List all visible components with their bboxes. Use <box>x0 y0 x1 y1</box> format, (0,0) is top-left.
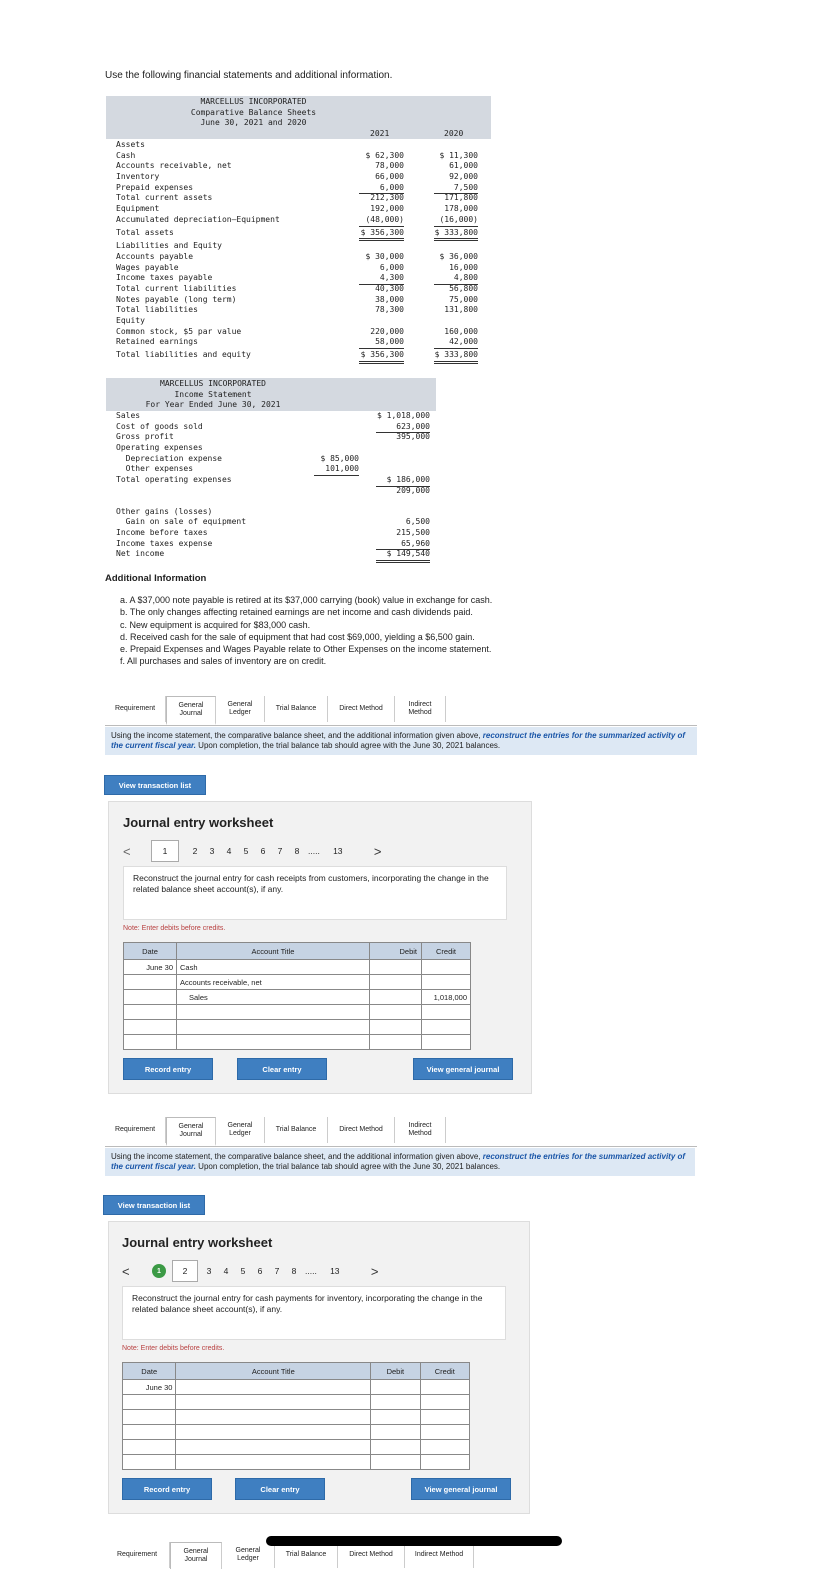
tab-general-ledger[interactable]: General Ledger <box>216 696 265 722</box>
credit-input[interactable] <box>422 1020 471 1035</box>
step-7[interactable]: 7 <box>277 846 283 856</box>
credit-input[interactable]: 1,018,000 <box>422 990 471 1005</box>
step-13[interactable]: 13 <box>330 1266 340 1276</box>
bs-value-2021: 6,000 <box>359 183 404 195</box>
step-3[interactable]: 3 <box>209 846 215 856</box>
account-title-input[interactable] <box>177 1005 370 1020</box>
journal-row <box>123 1380 470 1395</box>
is-row <box>106 475 436 486</box>
tab-indirect-method[interactable]: Indirect Method <box>395 1117 446 1143</box>
record-entry-button[interactable]: Record entry <box>122 1478 212 1500</box>
record-entry-button[interactable]: Record entry <box>123 1058 213 1080</box>
tab-direct-method[interactable]: Direct Method <box>328 696 395 722</box>
bs-title-dates: June 30, 2021 and 2020 <box>200 118 307 128</box>
is-total: $ 149,540 <box>376 549 430 563</box>
bs-row-label: Assets <box>116 140 145 149</box>
is-row-label: Other gains (losses) <box>116 506 213 516</box>
bs-value-2021: 78,300 <box>375 305 404 315</box>
balance-sheet <box>106 96 491 361</box>
account-title-input[interactable]: Cash <box>177 960 370 975</box>
is-row <box>106 464 436 475</box>
bs-value-2021: 40,300 <box>375 283 404 293</box>
debit-input[interactable] <box>371 1410 420 1425</box>
bs-row-label: Equity <box>116 316 145 325</box>
additional-info-list <box>120 594 492 668</box>
bs-row-label: Total current assets <box>116 193 213 203</box>
entry-date <box>123 1410 176 1425</box>
bs-title-company: MARCELLUS INCORPORATED <box>200 97 307 106</box>
instructions-2: Using the income statement, the comparative balance sheet, and the additional information given above, reconstruct the entries for the summarized activity of the current fiscal year. Upon completion, the trial balance tab should agree with the June 30, 2021 balances. <box>105 1148 695 1176</box>
entry-date <box>124 975 177 990</box>
credit-input[interactable] <box>420 1395 469 1410</box>
is-total: 623,000 <box>376 422 430 434</box>
account-title-input[interactable] <box>176 1425 371 1440</box>
prev-arrow-icon[interactable]: < <box>123 843 131 859</box>
tab-requirement[interactable]: Requirement <box>105 1542 170 1568</box>
is-row-label: Cost of goods sold <box>116 421 203 431</box>
account-title-input[interactable]: Accounts receivable, net <box>177 975 370 990</box>
bs-row <box>106 241 491 252</box>
worksheet-title: Journal entry worksheet <box>123 815 274 830</box>
is-total: 65,960 <box>376 539 430 551</box>
tab-direct-method[interactable]: Direct Method <box>328 1117 395 1143</box>
journal-row <box>123 1395 470 1410</box>
bs-value-2020: 7,500 <box>434 183 478 195</box>
question-2: Reconstruct the journal entry for cash payments for inventory, incorporating the change in the related balance sheet account(s), if any. <box>122 1286 506 1340</box>
is-title-company: MARCELLUS INCORPORATED <box>160 379 266 388</box>
journal-table-1 <box>123 942 471 1050</box>
step-4[interactable]: 4 <box>226 846 232 856</box>
tab-general-ledger[interactable]: General Ledger <box>222 1542 275 1568</box>
step-1[interactable]: 1 <box>151 840 179 862</box>
bs-value-2020: 56,800 <box>449 283 478 293</box>
bs-row-label: Accounts receivable, net <box>116 161 232 171</box>
debit-input[interactable] <box>370 975 422 990</box>
bs-row <box>106 327 491 338</box>
entry-date <box>123 1440 176 1455</box>
entry-date: June 30 <box>124 960 177 975</box>
debit-input[interactable] <box>371 1440 420 1455</box>
bs-row-label: Retained earnings <box>116 337 198 347</box>
journal-table-2 <box>122 1362 470 1470</box>
journal-row <box>123 1410 470 1425</box>
is-total: $ 186,000 <box>376 475 430 487</box>
bs-title-name: Comparative Balance Sheets <box>190 107 317 117</box>
redaction-bar <box>266 1536 562 1546</box>
bs-row-label: Notes payable (long term) <box>116 294 237 304</box>
info-item-e: e. Prepaid Expenses and Wages Payable relate to Other Expenses on the income statement. <box>120 644 492 655</box>
debit-input[interactable] <box>370 1020 422 1035</box>
bs-value-2021: $ 30,000 <box>365 251 404 261</box>
step-8[interactable]: 8 <box>291 1266 297 1276</box>
bs-row-label: Total liabilities <box>116 305 198 315</box>
col-credit: Credit <box>420 1363 469 1380</box>
is-row <box>106 486 436 497</box>
account-title-input[interactable] <box>177 1020 370 1035</box>
bs-row <box>106 193 491 204</box>
bs-value-2021: 6,000 <box>379 262 404 272</box>
is-row-label: Income taxes expense <box>116 538 213 548</box>
bs-row <box>106 161 491 172</box>
entry-date <box>123 1455 176 1470</box>
info-item-f: f. All purchases and sales of inventory are on credit. <box>120 656 327 667</box>
bs-row-label: Cash <box>116 150 136 160</box>
bs-value-2021: 78,000 <box>375 161 404 171</box>
is-total: 209,000 <box>396 485 430 495</box>
bs-row-label: Common stock, $5 par value <box>116 326 242 336</box>
bs-row <box>106 228 491 239</box>
tab-general-journal[interactable]: General Journal <box>166 1117 216 1146</box>
is-row <box>106 443 436 454</box>
bs-row-label: Wages payable <box>116 262 179 272</box>
bs-row-label: Accounts payable <box>116 251 194 261</box>
bs-value-2020: 42,000 <box>434 337 478 349</box>
bs-row <box>106 273 491 284</box>
info-item-d: d. Received cash for the sale of equipment that had cost $69,000, yielding a $6,500 gain. <box>120 631 475 642</box>
next-arrow-icon[interactable]: > <box>370 1263 379 1279</box>
bs-row <box>106 337 491 348</box>
tab-bar-1 <box>105 696 697 726</box>
step-2[interactable]: 2 <box>192 846 198 856</box>
bs-value-2021: (48,000) <box>359 215 404 227</box>
debit-input[interactable] <box>370 1035 422 1050</box>
is-total: 215,500 <box>396 527 430 537</box>
step-complete-check-icon[interactable]: 1 <box>152 1264 166 1278</box>
is-total: 395,000 <box>396 432 430 442</box>
bs-value-2020: 4,800 <box>434 273 478 285</box>
view-transaction-list-button[interactable]: View transaction list <box>103 1195 205 1215</box>
bs-value-2020: 131,800 <box>444 305 478 315</box>
is-row-label: Net income <box>116 549 165 559</box>
income-statement <box>106 378 436 560</box>
bs-value-2021: $ 62,300 <box>365 150 404 160</box>
col-account-title: Account Title <box>177 943 370 960</box>
bs-row-label: Total current liabilities <box>116 283 237 293</box>
is-row-label: Total operating expenses <box>116 475 232 485</box>
bs-value-2020: 61,000 <box>449 161 478 171</box>
tab-trial-balance[interactable]: Trial Balance <box>275 1542 338 1568</box>
debit-credit-note: Note: Enter debits before credits. <box>123 925 226 932</box>
bs-row-label: Liabilities and Equity <box>116 241 222 251</box>
is-row <box>106 528 436 539</box>
is-row <box>106 507 436 518</box>
info-item-a: a. A $37,000 note payable is retired at its $37,000 carrying (book) value in exchange for cash. <box>120 595 493 605</box>
bs-row-label: Accumulated depreciation—Equipment <box>116 214 280 224</box>
credit-input[interactable] <box>420 1425 469 1440</box>
debit-input[interactable] <box>370 990 422 1005</box>
journal-row <box>124 1035 471 1050</box>
journal-row <box>123 1425 470 1440</box>
instructions-1: Using the income statement, the comparative balance sheet, and the additional information given above, reconstruct the entries for the summarized activity of the current fiscal year. Upon completion, the trial balance tab should agree with the June 30, 2021 balances. <box>105 727 697 755</box>
step-pager-2 <box>122 1260 516 1282</box>
entry-date <box>124 1035 177 1050</box>
bs-row <box>106 151 491 162</box>
bs-value-2020: 75,000 <box>449 294 478 304</box>
journal-row <box>123 1455 470 1470</box>
view-general-journal-button[interactable]: View general journal <box>411 1478 511 1500</box>
next-arrow-icon[interactable]: > <box>373 843 382 859</box>
is-row <box>106 411 436 422</box>
view-general-journal-button[interactable]: View general journal <box>413 1058 513 1080</box>
tab-general-journal[interactable]: General Journal <box>170 1542 222 1569</box>
tab-bar-2 <box>105 1117 697 1147</box>
journal-row <box>124 990 471 1005</box>
bs-row <box>106 172 491 183</box>
account-title-input[interactable] <box>176 1440 371 1455</box>
bs-value-2020: $ 11,300 <box>439 150 478 160</box>
col-debit: Debit <box>371 1363 420 1380</box>
is-total: 6,500 <box>405 517 430 527</box>
tab-bar-3 <box>105 1542 705 1569</box>
bs-value-2020: 16,000 <box>449 262 478 272</box>
tab-general-ledger[interactable]: General Ledger <box>216 1117 265 1143</box>
is-total: $ 1,018,000 <box>377 411 430 420</box>
step-5[interactable]: 5 <box>243 846 249 856</box>
journal-row <box>124 1020 471 1035</box>
credit-input[interactable] <box>420 1380 469 1395</box>
col-date: Date <box>123 1363 176 1380</box>
account-title-input[interactable] <box>176 1395 371 1410</box>
bs-value-2021: 66,000 <box>375 172 404 182</box>
bs-row <box>106 252 491 263</box>
bs-row <box>106 350 491 361</box>
is-row-label: Gross profit <box>116 432 174 442</box>
step-7[interactable]: 7 <box>274 1266 280 1276</box>
bs-row <box>106 263 491 274</box>
credit-input[interactable] <box>422 975 471 990</box>
bs-value-2021: 58,000 <box>359 337 404 349</box>
bs-row <box>106 295 491 306</box>
account-title-input[interactable]: Sales <box>177 990 370 1005</box>
additional-info-title: Additional Information <box>105 573 207 584</box>
debit-input[interactable] <box>371 1425 420 1440</box>
clear-entry-button[interactable]: Clear entry <box>235 1478 325 1500</box>
journal-row <box>123 1440 470 1455</box>
worksheet-title: Journal entry worksheet <box>122 1235 273 1250</box>
bs-value-2020: 160,000 <box>444 326 478 336</box>
tab-indirect-method[interactable]: Indirect Method <box>395 696 446 722</box>
entry-date <box>124 1020 177 1035</box>
bs-row-label: Inventory <box>116 172 160 182</box>
is-row-label: Income before taxes <box>116 527 208 537</box>
bs-value-2020: 171,800 <box>444 193 478 203</box>
credit-input[interactable] <box>420 1410 469 1425</box>
bs-row <box>106 305 491 316</box>
is-row <box>106 454 436 465</box>
bs-col-2020: 2020 <box>444 129 464 139</box>
tab-direct-method[interactable]: Direct Method <box>338 1542 405 1568</box>
journal-worksheet-1 <box>108 801 532 1094</box>
tab-indirect-method[interactable]: Indirect Method <box>405 1542 474 1568</box>
is-subtotal: $ 85,000 <box>320 453 359 463</box>
bs-row <box>106 204 491 215</box>
is-row-label: Other expenses <box>116 464 194 474</box>
bs-row <box>106 140 491 151</box>
bs-value-2020: $ 333,800 <box>434 350 478 364</box>
bs-row-label: Equipment <box>116 204 160 214</box>
step-13[interactable]: 13 <box>333 846 343 856</box>
account-title-input[interactable] <box>176 1455 371 1470</box>
debit-credit-note: Note: Enter debits before credits. <box>122 1345 225 1352</box>
step-ellipsis: ..... <box>308 846 320 856</box>
step-5[interactable]: 5 <box>240 1266 246 1276</box>
debit-input[interactable] <box>371 1455 420 1470</box>
step-6[interactable]: 6 <box>260 846 266 856</box>
bs-value-2021: 38,000 <box>375 294 404 304</box>
bs-value-2021: $ 356,300 <box>359 350 404 364</box>
step-8[interactable]: 8 <box>294 846 300 856</box>
account-title-input[interactable] <box>177 1035 370 1050</box>
step-6[interactable]: 6 <box>257 1266 263 1276</box>
bs-row <box>106 284 491 295</box>
journal-worksheet-2 <box>108 1221 530 1514</box>
entry-date: June 30 <box>123 1380 176 1395</box>
credit-input[interactable] <box>422 1035 471 1050</box>
is-row <box>106 549 436 560</box>
debit-input[interactable] <box>371 1380 420 1395</box>
bs-row-label: Total assets <box>116 227 174 237</box>
tab-requirement[interactable]: Requirement <box>105 696 166 722</box>
tab-general-journal[interactable]: General Journal <box>166 696 216 725</box>
intro-text: Use the following financial statements and additional information. <box>105 70 393 81</box>
is-title-name: Income Statement <box>174 389 252 399</box>
entry-date <box>123 1425 176 1440</box>
step-3[interactable]: 3 <box>206 1266 212 1276</box>
bs-value-2021: 4,300 <box>359 273 404 285</box>
prev-arrow-icon[interactable]: < <box>122 1263 130 1279</box>
entry-date <box>123 1395 176 1410</box>
bs-value-2020: $ 333,800 <box>434 228 478 242</box>
bs-value-2021: 192,000 <box>370 204 404 214</box>
account-title-input[interactable] <box>176 1410 371 1425</box>
step-pager-1 <box>123 840 517 862</box>
col-credit: Credit <box>422 943 471 960</box>
debit-input[interactable] <box>370 960 422 975</box>
step-ellipsis: ..... <box>305 1266 317 1276</box>
is-row <box>106 432 436 443</box>
bs-row <box>106 183 491 194</box>
bs-col-2021: 2021 <box>370 129 390 139</box>
bs-value-2021: 212,300 <box>370 193 404 203</box>
clear-entry-button[interactable]: Clear entry <box>237 1058 327 1080</box>
is-row-label: Sales <box>116 411 141 420</box>
journal-row <box>124 975 471 990</box>
credit-input[interactable] <box>422 960 471 975</box>
bs-row-label: Total liabilities and equity <box>116 350 251 360</box>
bs-row <box>106 316 491 327</box>
journal-row <box>124 960 471 975</box>
credit-input[interactable] <box>422 1005 471 1020</box>
info-item-c: c. New equipment is acquired for $83,000 cash. <box>120 619 311 630</box>
is-row <box>106 539 436 550</box>
is-title-period: For Year Ended June 30, 2021 <box>145 400 281 410</box>
bs-value-2020: (16,000) <box>434 215 478 227</box>
step-4[interactable]: 4 <box>223 1266 229 1276</box>
account-title-input[interactable] <box>176 1380 371 1395</box>
journal-row <box>124 1005 471 1020</box>
is-row-label: Gain on sale of equipment <box>116 517 247 527</box>
bs-row <box>106 215 491 226</box>
debit-input[interactable] <box>371 1395 420 1410</box>
info-item-b: b. The only changes affecting retained earnings are net income and cash dividends paid. <box>120 607 473 618</box>
entry-date <box>124 990 177 1005</box>
is-row <box>106 422 436 433</box>
is-row <box>106 517 436 528</box>
bs-value-2021: 220,000 <box>370 326 404 336</box>
col-date: Date <box>124 943 177 960</box>
bs-value-2020: 178,000 <box>444 204 478 214</box>
credit-input[interactable] <box>420 1440 469 1455</box>
is-subtotal: 101,000 <box>314 464 359 476</box>
col-account-title: Account Title <box>176 1363 371 1380</box>
col-debit: Debit <box>370 943 422 960</box>
view-transaction-list-button[interactable]: View transaction list <box>104 775 206 795</box>
credit-input[interactable] <box>420 1455 469 1470</box>
bs-row-label: Income taxes payable <box>116 273 213 283</box>
step-2[interactable]: 2 <box>172 1260 198 1282</box>
bs-row-label: Prepaid expenses <box>116 182 194 192</box>
is-row-label: Operating expenses <box>116 443 203 453</box>
tab-trial-balance[interactable]: Trial Balance <box>265 1117 328 1143</box>
debit-input[interactable] <box>370 1005 422 1020</box>
bs-value-2020: 92,000 <box>449 172 478 182</box>
question-1: Reconstruct the journal entry for cash receipts from customers, incorporating the change in the related balance sheet account(s), if any. <box>123 866 507 920</box>
entry-date <box>124 1005 177 1020</box>
is-row-label: Depreciation expense <box>116 453 222 463</box>
tab-requirement[interactable]: Requirement <box>105 1117 166 1143</box>
bs-value-2020: $ 36,000 <box>439 251 478 261</box>
tab-trial-balance[interactable]: Trial Balance <box>265 696 328 722</box>
bs-value-2021: $ 356,300 <box>359 228 404 242</box>
